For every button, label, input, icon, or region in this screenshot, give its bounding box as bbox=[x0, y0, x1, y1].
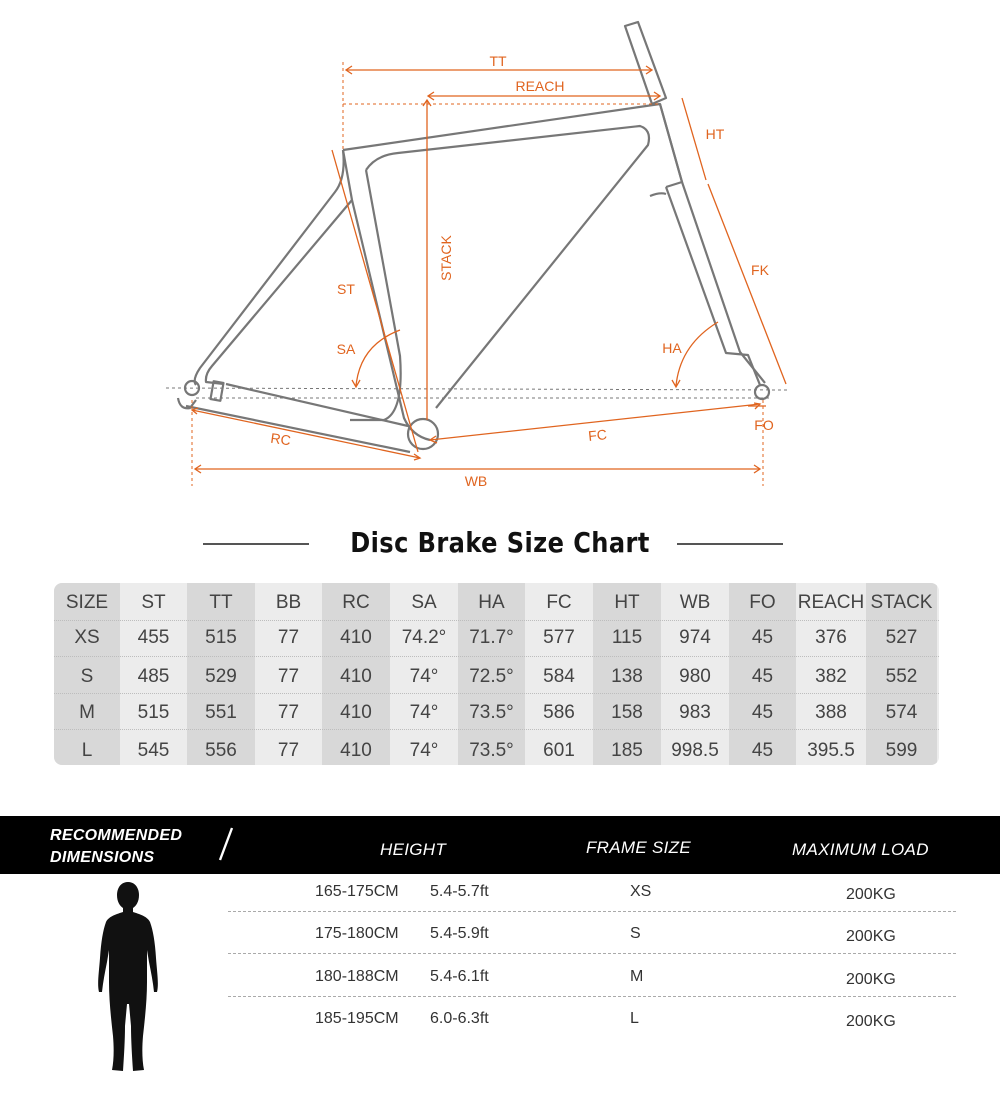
max-load-value: 200KG bbox=[846, 886, 896, 903]
stack-label: STACK bbox=[438, 235, 454, 281]
height-ft-value: 6.0-6.3ft bbox=[430, 1010, 489, 1027]
frame-size-value: S bbox=[630, 925, 641, 942]
table-cell: 388 bbox=[815, 702, 847, 723]
table-cell: 77 bbox=[277, 666, 300, 687]
table-header-cell: HA bbox=[478, 592, 505, 613]
table-cell: 980 bbox=[679, 666, 711, 687]
table-cell: 74° bbox=[409, 702, 439, 723]
table-row-divider bbox=[54, 729, 939, 730]
max-load-value: 200KG bbox=[846, 971, 896, 988]
table-cell: 410 bbox=[340, 702, 372, 723]
ha-label: HA bbox=[662, 340, 682, 356]
table-cell: 45 bbox=[751, 740, 774, 761]
table-header-cell: ST bbox=[141, 592, 166, 613]
table-cell: 552 bbox=[885, 666, 918, 687]
recommended-title-line2: DIMENSIONS bbox=[50, 849, 155, 866]
table-cell: 45 bbox=[751, 666, 774, 687]
bike-frame-outline bbox=[178, 22, 769, 452]
table-cell: 586 bbox=[543, 702, 575, 723]
table-cell: 577 bbox=[543, 627, 575, 648]
table-cell: 545 bbox=[137, 740, 170, 761]
table-cell: 515 bbox=[205, 627, 237, 648]
recommended-dimensions-banner bbox=[0, 816, 1000, 874]
table-cell: 74.2° bbox=[401, 627, 447, 648]
frame-size-value: M bbox=[630, 968, 644, 985]
st-label: ST bbox=[337, 281, 355, 297]
table-cell: 599 bbox=[885, 740, 918, 761]
table-cell: 115 bbox=[611, 627, 643, 648]
fc-label: FC bbox=[587, 426, 608, 444]
table-cell: 584 bbox=[543, 666, 575, 687]
fo-label: FO bbox=[754, 417, 774, 433]
slash-divider-icon bbox=[216, 826, 236, 862]
table-column-fo bbox=[729, 583, 796, 765]
table-cell: 983 bbox=[679, 702, 711, 723]
table-cell: 71.7° bbox=[469, 627, 514, 648]
table-cell: 185 bbox=[611, 740, 643, 761]
table-cell: 382 bbox=[815, 666, 847, 687]
table-cell: 72.5° bbox=[469, 666, 514, 687]
table-cell: L bbox=[81, 740, 93, 761]
table-header-cell: WB bbox=[679, 592, 711, 613]
table-header-cell: FC bbox=[546, 592, 572, 613]
table-column-stack bbox=[866, 583, 937, 765]
table-cell: M bbox=[79, 702, 95, 723]
table-column-size bbox=[54, 583, 120, 765]
height-ft-value: 5.4-6.1ft bbox=[430, 968, 489, 985]
table-row-divider bbox=[54, 620, 939, 621]
frame-size-value: XS bbox=[630, 883, 652, 900]
table-header-cell: RC bbox=[342, 592, 370, 613]
table-header-cell: SA bbox=[411, 592, 437, 613]
table-cell: 455 bbox=[137, 627, 170, 648]
table-cell: 410 bbox=[340, 666, 372, 687]
table-column-bb bbox=[255, 583, 322, 765]
table-column-rc bbox=[322, 583, 390, 765]
table-column-reach bbox=[796, 583, 866, 765]
table-row-divider bbox=[54, 693, 939, 694]
table-cell: S bbox=[80, 666, 94, 687]
recommended-row-divider bbox=[228, 953, 956, 954]
table-cell: 556 bbox=[205, 740, 237, 761]
height-cm-value: 175-180CM bbox=[315, 925, 399, 942]
table-header-cell: TT bbox=[209, 592, 233, 613]
title-rule-right bbox=[677, 543, 783, 545]
table-cell: 158 bbox=[611, 702, 643, 723]
table-cell: 74° bbox=[409, 666, 439, 687]
table-column-st bbox=[120, 583, 187, 765]
table-cell: 395.5 bbox=[807, 740, 855, 761]
height-cm-value: 180-188CM bbox=[315, 968, 399, 985]
table-cell: 410 bbox=[340, 627, 372, 648]
height-ft-value: 5.4-5.7ft bbox=[430, 883, 489, 900]
table-column-fc bbox=[525, 583, 593, 765]
table-cell: 529 bbox=[205, 666, 237, 687]
table-cell: XS bbox=[74, 627, 100, 648]
frame-geometry-diagram bbox=[0, 0, 1000, 500]
table-cell: 77 bbox=[277, 627, 300, 648]
table-header-cell: BB bbox=[275, 592, 302, 613]
height-ft-value: 5.4-5.9ft bbox=[430, 925, 489, 942]
table-cell: 138 bbox=[611, 666, 643, 687]
table-cell: 551 bbox=[205, 702, 237, 723]
sa-label: SA bbox=[336, 341, 356, 357]
table-column-wb bbox=[661, 583, 729, 765]
table-cell: 998.5 bbox=[671, 740, 719, 761]
recommended-row-divider bbox=[228, 996, 956, 997]
height-cm-value: 185-195CM bbox=[315, 1010, 399, 1027]
table-header-cell: REACH bbox=[797, 592, 865, 613]
table-cell: 73.5° bbox=[469, 740, 514, 761]
size-chart-title-row bbox=[0, 524, 1000, 564]
table-cell: 974 bbox=[679, 627, 711, 648]
recommended-row bbox=[0, 1010, 1000, 1040]
table-header-cell: SIZE bbox=[65, 592, 109, 613]
table-cell: 574 bbox=[885, 702, 918, 723]
table-column-sa bbox=[390, 583, 458, 765]
table-cell: 77 bbox=[277, 740, 300, 761]
table-cell: 77 bbox=[277, 702, 300, 723]
recommended-row-divider bbox=[228, 911, 956, 912]
wb-label: WB bbox=[464, 473, 488, 489]
table-cell: 45 bbox=[751, 627, 774, 648]
max-load-header: MAXIMUM LOAD bbox=[792, 840, 929, 859]
frame-size-value: L bbox=[630, 1010, 639, 1027]
fk-label: FK bbox=[751, 262, 769, 278]
table-cell: 74° bbox=[409, 740, 439, 761]
table-cell: 73.5° bbox=[469, 702, 514, 723]
recommended-row bbox=[0, 968, 1000, 998]
height-header: HEIGHT bbox=[380, 840, 447, 859]
table-row-divider bbox=[54, 656, 939, 657]
table-cell: 515 bbox=[137, 702, 170, 723]
max-load-value: 200KG bbox=[846, 1013, 896, 1030]
table-cell: 527 bbox=[885, 627, 918, 648]
table-column-ha bbox=[458, 583, 525, 765]
size-chart-table bbox=[54, 583, 939, 765]
tt-label: TT bbox=[489, 53, 507, 69]
rc-label: RC bbox=[269, 429, 292, 449]
table-cell: 485 bbox=[137, 666, 170, 687]
height-cm-value: 165-175CM bbox=[315, 883, 399, 900]
reach-label: REACH bbox=[515, 78, 565, 94]
max-load-value: 200KG bbox=[846, 928, 896, 945]
recommended-row bbox=[0, 883, 1000, 913]
table-header-cell: FO bbox=[749, 592, 776, 613]
table-cell: 45 bbox=[751, 702, 774, 723]
recommended-row bbox=[0, 925, 1000, 955]
recommended-dimensions-title bbox=[50, 825, 182, 869]
table-column-ht bbox=[593, 583, 661, 765]
ht-label: HT bbox=[705, 126, 725, 142]
table-header-cell: STACK bbox=[870, 592, 933, 613]
recommended-title-line1: RECOMMENDED bbox=[50, 827, 183, 844]
frame-size-header: FRAME SIZE bbox=[586, 838, 692, 857]
table-cell: 410 bbox=[340, 740, 372, 761]
table-column-tt bbox=[187, 583, 255, 765]
table-header-cell: HT bbox=[614, 592, 640, 613]
table-cell: 601 bbox=[543, 740, 575, 761]
table-cell: 376 bbox=[815, 627, 847, 648]
size-chart-title: Disc Brake Size Chart bbox=[350, 526, 650, 559]
